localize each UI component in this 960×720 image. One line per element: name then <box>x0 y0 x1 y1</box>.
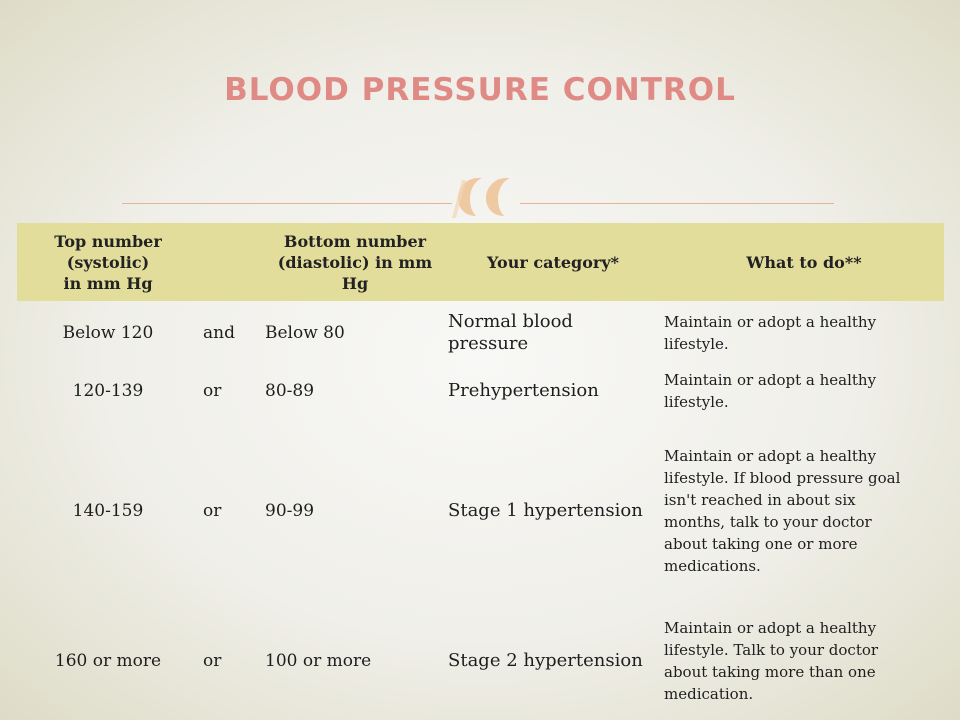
table-row <box>17 303 944 363</box>
cell-diastolic: 80-89 <box>265 380 315 401</box>
slide-title: BLOOD PRESSURE CONTROL <box>224 72 736 108</box>
ornament-icon <box>448 170 524 224</box>
cell-diastolic: Below 80 <box>265 323 345 343</box>
cell-conjunction: or <box>203 500 222 521</box>
cell-action: Maintain or adopt a healthy lifestyle. <box>664 370 877 411</box>
cell-diastolic: 100 or more <box>265 650 372 671</box>
cell-action: Maintain or adopt a healthy lifestyle. <box>664 313 877 353</box>
cell-systolic: 160 or more <box>54 650 162 671</box>
header-category: Your category* <box>487 252 619 272</box>
cell-action: Maintain or adopt a healthy lifestyle. Talk to your doctor about taking more than one medication. <box>664 618 879 703</box>
blood-pressure-table <box>17 223 944 703</box>
cell-systolic: 140-159 <box>72 500 144 521</box>
cell-systolic: Below 120 <box>62 323 154 343</box>
cell-category: Stage 2 hypertension <box>448 649 643 671</box>
title-divider-right <box>520 203 834 204</box>
table-row <box>17 363 944 418</box>
cell-category: Normal blood pressure <box>448 311 573 354</box>
title-divider-left <box>122 203 452 204</box>
header-systolic: Top number (systolic) in mm Hg <box>54 231 162 293</box>
cell-diastolic: 90-99 <box>265 500 315 521</box>
header-diastolic: Bottom number (diastolic) in mm Hg <box>277 231 433 293</box>
cell-conjunction: or <box>203 380 222 401</box>
table-row <box>17 608 944 713</box>
table-header <box>17 223 944 301</box>
cell-category: Prehypertension <box>448 379 599 401</box>
cell-conjunction: or <box>203 650 222 671</box>
cell-conjunction: and <box>203 323 235 343</box>
table-row <box>17 448 944 573</box>
cell-category: Stage 1 hypertension <box>448 499 643 521</box>
cell-action: Maintain or adopt a healthy lifestyle. If blood pressure goal isn't reached in about six months, talk to your doctor about taking one or more medications. <box>664 446 901 575</box>
cell-systolic: 120-139 <box>72 380 144 401</box>
header-action: What to do** <box>746 252 862 272</box>
